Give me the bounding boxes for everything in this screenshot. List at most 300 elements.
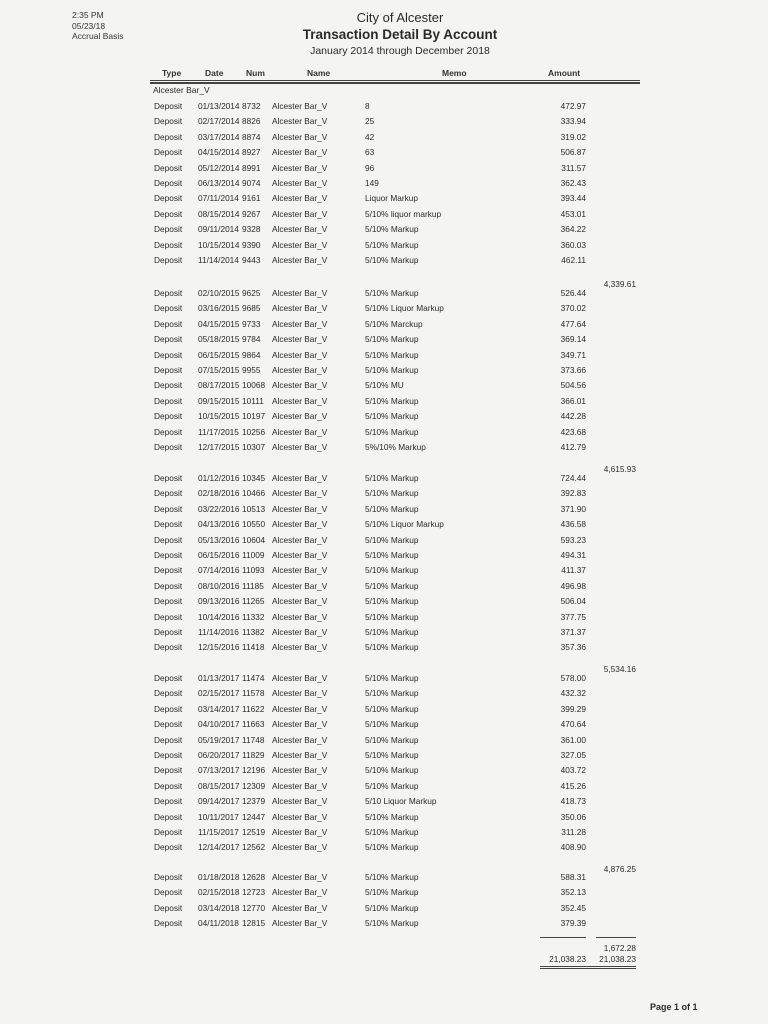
cell-num: 11829 [242,750,265,760]
cell-name: Alcester Bar_V [272,442,328,452]
table-row [0,319,768,334]
cell-amount: 724.44 [560,473,586,483]
cell-type: Deposit [154,750,183,760]
cell-type: Deposit [154,318,183,329]
table-row [0,224,768,239]
table-row [0,147,768,162]
cell-date: 08/15/2014 [198,208,240,219]
cell-date: 04/15/2015 [198,318,240,329]
cell-type: Deposit [154,902,183,913]
cell-type: Deposit [154,101,183,111]
cell-date: 02/15/2017 [198,688,240,699]
cell-num: 10111 [242,395,264,406]
table-row [0,735,768,750]
cell-name: Alcester Bar_V [272,688,328,699]
print-time: 2:35 PM [72,10,104,20]
cell-date: 06/15/2015 [198,349,240,360]
cell-amount: 399.29 [560,703,586,714]
cell-memo: 5/10% Markup [365,765,419,776]
cell-memo: 5/10% Markup [365,780,419,791]
cell-memo: Liquor Markup [365,193,419,204]
cell-name: Alcester Bar_V [272,550,328,560]
cell-num: 11663 [242,719,265,730]
table-row [0,903,768,918]
cell-amount: 357.36 [560,642,586,653]
cell-date: 04/10/2017 [198,719,240,730]
cell-type: Deposit [154,534,183,545]
table-row [0,596,768,611]
cell-num: 8991 [242,162,261,173]
cell-amount: 408.90 [560,842,586,853]
cell-date: 02/15/2018 [198,887,240,898]
cell-type: Deposit [154,872,183,882]
cell-num: 9074 [242,178,261,188]
cell-date: 05/12/2014 [198,162,240,173]
cell-num: 10604 [242,534,266,545]
cell-type: Deposit [154,334,183,345]
cell-num: 8732 [242,101,261,111]
group-subtotal: 5,534.16 [603,664,636,674]
total-rule-amount [540,937,586,938]
cell-num: 9161 [242,193,261,204]
cell-date: 01/13/2014 [198,101,240,111]
cell-num: 9390 [242,239,261,250]
cell-amount: 392.83 [560,488,586,499]
cell-num: 9685 [242,303,261,314]
cell-name: Alcester Bar_V [272,239,328,250]
table-row [0,765,768,780]
cell-amount: 496.98 [560,580,586,591]
cell-num: 10256 [242,426,266,437]
cell-amount: 370.02 [560,303,586,314]
cell-type: Deposit [154,719,183,730]
cell-amount: 311.28 [561,827,586,837]
table-row [0,396,768,411]
cell-type: Deposit [154,565,183,576]
cell-memo: 5/10% Markup [365,719,419,730]
cell-date: 12/14/2017 [198,842,240,853]
cell-memo: 5/10% Markup [365,750,419,760]
cell-date: 03/14/2018 [198,902,240,913]
cell-memo: 5/10% Markup [365,627,419,637]
table-row [0,642,768,657]
cell-name: Alcester Bar_V [272,703,328,714]
table-row [0,255,768,270]
cell-num: 12723 [242,887,266,898]
table-row [0,842,768,857]
table-row [0,796,768,811]
cell-name: Alcester Bar_V [272,918,328,929]
cell-memo: 5/10% Markup [365,827,419,837]
cell-date: 03/17/2014 [198,131,240,142]
cell-amount: 453.01 [560,208,586,219]
cell-amount: 442.28 [560,411,586,422]
report-meta [72,10,124,42]
cell-num: 10550 [242,519,266,530]
cell-memo: 5/10% Markup [365,255,419,265]
cell-num: 12628 [242,872,266,882]
cell-num: 10197 [242,411,266,422]
cell-name: Alcester Bar_V [272,303,328,314]
table-row [0,504,768,519]
cell-type: Deposit [154,208,183,219]
cell-amount: 371.37 [560,627,586,637]
cell-type: Deposit [154,288,183,298]
cell-date: 07/14/2016 [198,565,240,576]
cell-num: 12815 [242,918,266,929]
cell-name: Alcester Bar_V [272,902,328,913]
cell-num: 9625 [242,288,261,298]
cell-memo: 25 [365,116,375,127]
cell-name: Alcester Bar_V [272,349,328,360]
cell-type: Deposit [154,442,183,452]
cell-name: Alcester Bar_V [272,765,328,776]
grand-total-amount: 21,038.23 [549,954,586,964]
cell-amount: 418.73 [560,796,586,807]
cell-name: Alcester Bar_V [272,534,328,545]
cell-memo: 5/10% Markup [365,918,419,929]
cell-type: Deposit [154,349,183,360]
cell-memo: 5/10% Markup [365,596,419,607]
cell-memo: 63 [365,147,375,158]
cell-name: Alcester Bar_V [272,334,328,345]
table-row [0,565,768,580]
cell-date: 12/15/2016 [198,642,240,653]
cell-name: Alcester Bar_V [272,827,328,837]
cell-memo: 5/10% Markup [365,224,419,235]
cell-type: Deposit [154,147,183,158]
cell-name: Alcester Bar_V [272,719,328,730]
cell-amount: 366.01 [560,395,586,406]
cell-name: Alcester Bar_V [272,734,328,745]
cell-num: 12309 [242,780,266,791]
cell-name: Alcester Bar_V [272,750,328,760]
cell-name: Alcester Bar_V [272,473,328,483]
cell-date: 08/10/2016 [198,580,240,591]
cell-num: 12770 [242,902,266,913]
cell-name: Alcester Bar_V [272,178,328,188]
table-row [0,887,768,902]
cell-name: Alcester Bar_V [272,318,328,329]
cell-name: Alcester Bar_V [272,208,328,219]
cell-amount: 436.58 [560,519,586,530]
cell-memo: 5/10% Markup [365,872,419,882]
column-header-memo: Memo [442,68,467,78]
cell-num: 9955 [242,365,261,375]
cell-num: 12379 [242,796,266,807]
cell-amount: 379.39 [560,918,586,929]
cell-name: Alcester Bar_V [272,101,328,111]
column-header-type: Type [162,68,182,78]
cell-num: 10466 [242,488,266,499]
cell-amount: 411.37 [561,565,586,576]
cell-date: 11/14/2014 [198,255,239,265]
cell-type: Deposit [154,596,183,607]
cell-type: Deposit [154,580,183,591]
cell-num: 8826 [242,116,261,127]
cell-num: 11009 [242,550,265,560]
cell-amount: 362.43 [560,178,586,188]
cell-name: Alcester Bar_V [272,380,328,391]
cell-name: Alcester Bar_V [272,488,328,499]
cell-name: Alcester Bar_V [272,193,328,204]
cell-memo: 5/10% Markup [365,488,419,499]
cell-amount: 506.87 [560,147,586,158]
cell-memo: 5/10% Markup [365,811,419,822]
cell-type: Deposit [154,303,183,314]
table-row [0,550,768,565]
cell-type: Deposit [154,703,183,714]
cell-num: 9443 [242,255,261,265]
cell-date: 10/15/2014 [198,239,240,250]
cell-num: 9328 [242,224,261,235]
cell-date: 09/11/2014 [198,224,239,235]
cell-type: Deposit [154,365,183,375]
cell-memo: 5/10% Markup [365,580,419,591]
cell-num: 9784 [242,334,261,345]
table-row [0,827,768,842]
table-row [0,178,768,193]
cell-amount: 327.05 [560,750,586,760]
table-row [0,581,768,596]
cell-memo: 5/10% Markup [365,288,419,298]
header-double-rule [150,82,640,84]
cell-date: 07/15/2015 [198,365,240,375]
cell-date: 10/11/2017 [198,811,239,822]
cell-memo: 5%/10% Markup [365,442,426,452]
table-row [0,704,768,719]
cell-memo: 5/10% Markup [365,239,419,250]
group-subtotal: 4,339.61 [603,279,636,289]
cell-type: Deposit [154,255,183,265]
cell-amount: 470.64 [560,719,586,730]
cell-memo: 5/10% Markup [365,550,419,560]
cell-type: Deposit [154,780,183,791]
cell-name: Alcester Bar_V [272,224,328,235]
column-header-date: Date [205,68,224,78]
cell-num: 9733 [242,318,261,329]
cell-amount: 494.31 [560,550,586,560]
cell-num: 8927 [242,147,261,158]
cell-date: 08/17/2015 [198,380,240,391]
cell-memo: 5/10% Markup [365,395,419,406]
cell-num: 11748 [242,734,265,745]
total-rule-balance [596,937,636,938]
cell-memo: 5/10% Markup [365,902,419,913]
table-row [0,673,768,688]
cell-num: 12562 [242,842,266,853]
cell-type: Deposit [154,131,183,142]
cell-memo: 5/10% Markup [365,334,419,345]
cell-type: Deposit [154,673,183,683]
group-subtotal: 4,876.25 [603,864,636,874]
report-basis: Accrual Basis [72,31,124,41]
table-row [0,488,768,503]
header-rule [150,80,640,81]
cell-amount: 352.13 [560,887,586,898]
cell-memo: 5/10% Liquor Markup [365,519,444,530]
cell-num: 12519 [242,827,266,837]
cell-date: 01/18/2018 [198,872,240,882]
table-row [0,101,768,116]
table-row [0,688,768,703]
cell-amount: 319.02 [560,131,586,142]
cell-amount: 333.94 [560,116,586,127]
cell-memo: 5/10% Markup [365,565,419,576]
column-header-amount: Amount [548,68,581,78]
cell-type: Deposit [154,918,183,929]
cell-type: Deposit [154,887,183,898]
cell-num: 8874 [242,131,261,142]
cell-type: Deposit [154,473,183,483]
cell-name: Alcester Bar_V [272,811,328,822]
cell-type: Deposit [154,811,183,822]
table-row [0,116,768,131]
cell-type: Deposit [154,765,183,776]
cell-date: 06/20/2017 [198,750,240,760]
cell-date: 04/13/2016 [198,519,240,530]
table-row [0,781,768,796]
cell-type: Deposit [154,178,183,188]
cell-amount: 373.66 [560,365,586,375]
group-subtotal: 4,615.93 [603,464,636,474]
cell-type: Deposit [154,116,183,127]
cell-amount: 477.64 [560,318,586,329]
cell-name: Alcester Bar_V [272,796,328,807]
cell-memo: 5/10% Liquor Markup [365,303,444,314]
table-row [0,750,768,765]
cell-num: 11332 [242,611,265,622]
cell-type: Deposit [154,796,183,807]
cell-num: 11474 [242,673,265,683]
cell-date: 02/10/2015 [198,288,240,298]
organization-name: City of Alcester [356,10,444,25]
cell-type: Deposit [154,734,183,745]
table-row [0,812,768,827]
cell-amount: 350.06 [560,811,586,822]
cell-type: Deposit [154,627,183,637]
cell-memo: 5/10% Markup [365,734,419,745]
cell-memo: 5/10% Markup [365,534,419,545]
cell-date: 09/15/2015 [198,395,240,406]
cell-date: 02/17/2014 [198,116,240,127]
cell-name: Alcester Bar_V [272,131,328,142]
cell-type: Deposit [154,827,183,837]
cell-amount: 377.75 [560,611,586,622]
cell-num: 11382 [242,627,265,637]
cell-name: Alcester Bar_V [272,365,328,375]
cell-date: 04/11/2018 [198,918,239,929]
table-row [0,288,768,303]
cell-date: 03/22/2016 [198,503,240,514]
report-period: January 2014 through December 2018 [310,45,490,57]
cell-name: Alcester Bar_V [272,887,328,898]
cell-memo: 42 [365,131,375,142]
cell-name: Alcester Bar_V [272,426,328,437]
table-row [0,519,768,534]
cell-amount: 526.44 [560,288,586,298]
report-titles [250,10,550,58]
cell-amount: 352.45 [560,902,586,913]
cell-amount: 364.22 [560,224,586,235]
cell-amount: 504.56 [560,380,586,391]
cell-date: 10/15/2015 [198,411,240,422]
cell-amount: 423.68 [560,426,586,437]
cell-amount: 472.97 [560,101,586,111]
cell-memo: 5/10% MU [365,380,404,391]
cell-memo: 5/10% Markup [365,426,419,437]
cell-amount: 462.11 [561,255,586,265]
group-subtotal: 1,672.28 [603,943,636,953]
cell-date: 11/17/2015 [198,426,239,437]
cell-date: 04/15/2014 [198,147,240,158]
cell-date: 09/13/2016 [198,596,240,607]
cell-date: 11/15/2017 [198,827,239,837]
cell-name: Alcester Bar_V [272,780,328,791]
cell-type: Deposit [154,411,183,422]
report-title: Transaction Detail By Account [302,27,498,42]
cell-num: 10345 [242,473,266,483]
cell-memo: 5/10% Markup [365,842,419,853]
cell-name: Alcester Bar_V [272,411,328,422]
table-row [0,719,768,734]
cell-memo: 5/10% Markup [365,703,419,714]
cell-num: 10513 [242,503,266,514]
cell-date: 06/15/2016 [198,550,240,560]
cell-amount: 593.23 [560,534,586,545]
cell-amount: 403.72 [560,765,586,776]
cell-num: 10307 [242,442,266,452]
cell-memo: 5/10% Marckup [365,318,423,329]
cell-date: 03/14/2017 [198,703,240,714]
cell-type: Deposit [154,842,183,853]
cell-name: Alcester Bar_V [272,162,328,173]
cell-date: 11/14/2016 [198,627,239,637]
cell-amount: 588.31 [560,872,586,882]
cell-num: 11093 [242,565,265,576]
cell-num: 12447 [242,811,266,822]
grand-total-double-rule [540,966,636,969]
column-header-name: Name [307,68,331,78]
cell-name: Alcester Bar_V [272,627,328,637]
cell-date: 02/18/2016 [198,488,240,499]
cell-num: 11578 [242,688,265,699]
table-row [0,380,768,395]
cell-date: 09/14/2017 [198,796,240,807]
table-row [0,442,768,457]
cell-name: Alcester Bar_V [272,116,328,127]
table-row [0,303,768,318]
cell-date: 10/14/2016 [198,611,240,622]
column-header-num: Num [246,68,265,78]
cell-type: Deposit [154,688,183,699]
cell-num: 12196 [242,765,266,776]
cell-type: Deposit [154,488,183,499]
cell-type: Deposit [154,426,183,437]
cell-name: Alcester Bar_V [272,503,328,514]
cell-name: Alcester Bar_V [272,596,328,607]
cell-name: Alcester Bar_V [272,565,328,576]
cell-name: Alcester Bar_V [272,642,328,653]
cell-type: Deposit [154,380,183,391]
cell-memo: 5/10% Markup [365,411,419,422]
cell-type: Deposit [154,503,183,514]
cell-amount: 360.03 [560,239,586,250]
cell-type: Deposit [154,239,183,250]
cell-memo: 5/10% Markup [365,887,419,898]
cell-name: Alcester Bar_V [272,147,328,158]
cell-amount: 432.32 [560,688,586,699]
